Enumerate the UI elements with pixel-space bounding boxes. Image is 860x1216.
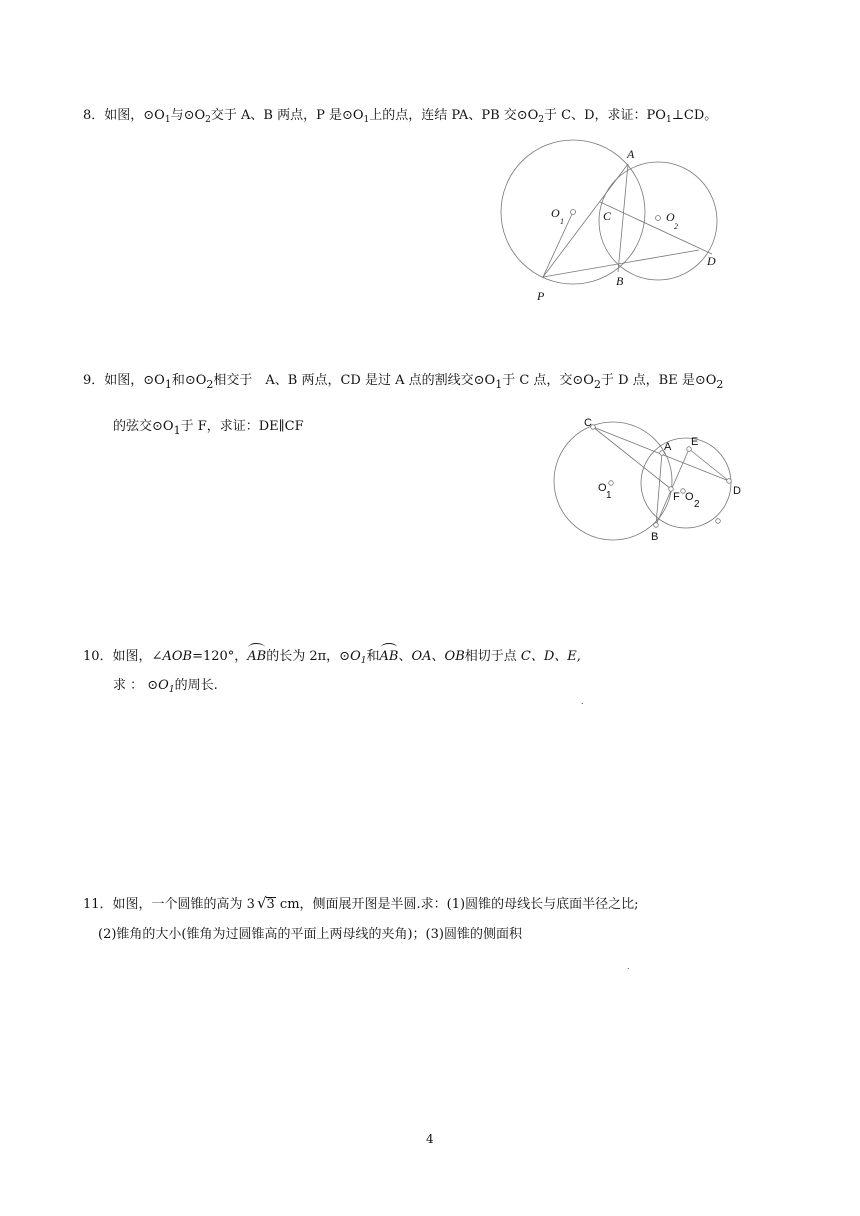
label-d: D bbox=[707, 254, 716, 268]
problem-8-statement: 8．如图，$⊙O_1$与$⊙O_2$交于 A、B 两点，P 是$⊙O_1$上的点，连结 PA、PB 交$⊙O_2$于 C、D，求证：$PO_1\perp CD$。 bbox=[83, 108, 718, 125]
radical-3: 3 bbox=[266, 897, 275, 912]
circle-o2 bbox=[599, 162, 717, 280]
label-a: A bbox=[627, 147, 635, 161]
problem-9-statement: 9．如图，$⊙O_1$和$⊙O_2$相交于 A、B 两点，CD 是过 A 点的割线交$⊙O_1$于 C 点，交$⊙O_2$于 D 点，BE 是$⊙O_2$ bbox=[83, 373, 724, 391]
label-o1: O bbox=[551, 206, 560, 220]
label-b: B bbox=[651, 531, 659, 543]
label-b: B bbox=[616, 274, 624, 288]
segment-po1 bbox=[543, 212, 573, 277]
label-a: A bbox=[664, 441, 672, 453]
problem-10-statement: 10．如图，∠AOB=120°，AB的长为 2π，$⊙O_1$和AB、OA、OB相切于点 C、D、E, bbox=[83, 646, 581, 670]
label-p: P bbox=[537, 289, 545, 303]
arc-ab-2: AB bbox=[380, 646, 399, 666]
problem-10-statement-line2: 求 ： $⊙O_1$的周长. bbox=[113, 678, 218, 695]
page-number: 4 bbox=[426, 1132, 434, 1146]
center-o2-point bbox=[656, 216, 661, 221]
center-o1-point bbox=[571, 210, 576, 215]
label-o1: O bbox=[598, 482, 607, 494]
circle-o1 bbox=[554, 422, 672, 540]
label-o1-sub: 1 bbox=[606, 490, 612, 501]
arc-ab: AB bbox=[247, 646, 266, 666]
label-c: C bbox=[603, 209, 612, 223]
label-d: D bbox=[733, 485, 741, 497]
problem-11-statement: 11．如图，一个圆锥的高为 3 √3 cm，侧面展开图是半圆.求：(1)圆锥的母线长与底面半径之比; bbox=[83, 894, 639, 912]
label-e: E bbox=[691, 436, 699, 448]
label-o2-sub: 2 bbox=[694, 499, 700, 510]
label-c: C bbox=[584, 417, 592, 429]
segment-cf bbox=[593, 427, 671, 489]
segment-ab bbox=[618, 164, 628, 272]
segment-pa bbox=[543, 164, 628, 277]
stray-dot: . bbox=[581, 697, 584, 706]
label-o1-sub: 1 bbox=[560, 217, 564, 226]
label-o2: O bbox=[666, 210, 675, 224]
problem-8-figure bbox=[490, 130, 740, 310]
label-f: F bbox=[673, 491, 680, 503]
segment-de bbox=[689, 449, 729, 481]
label-o2: O bbox=[685, 491, 694, 503]
label-o2-sub: 2 bbox=[674, 222, 678, 231]
segment-pb bbox=[543, 250, 699, 277]
stray-dot-2: . bbox=[627, 962, 630, 971]
problem-11-statement-line2: (2)锥角的大小(锥角为过圆锥高的平面上两母线的夹角)；(3)圆锥的侧面积 bbox=[98, 927, 522, 942]
segment-cd bbox=[600, 202, 712, 254]
problem-9-statement-line2: 的弦交$⊙O_1$于 F，求证：DE∥CF bbox=[113, 419, 304, 437]
problem-9-figure bbox=[550, 410, 750, 545]
